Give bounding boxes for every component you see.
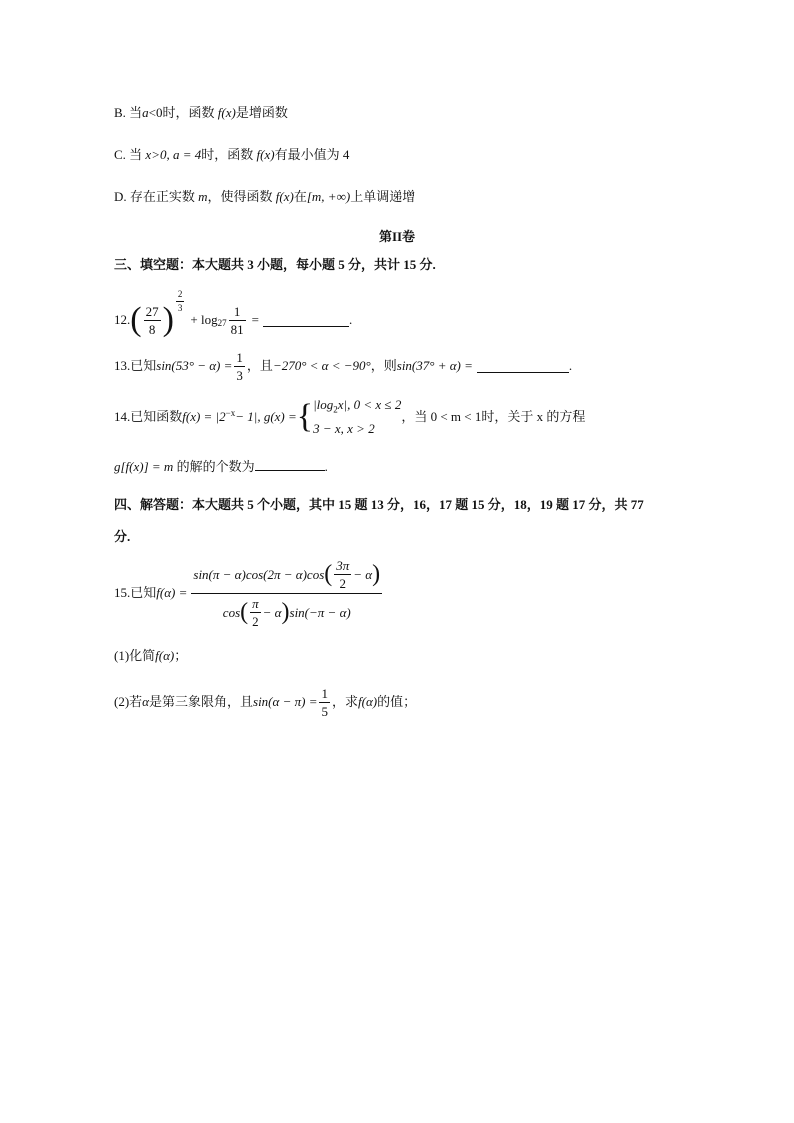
option-b-prefix: B. 当 [114, 105, 143, 120]
q12-exp-den: 3 [177, 303, 183, 313]
q15-num-part1: sin(π − α)cos(2π − α)cos [193, 566, 325, 582]
q15-sub1-label: (1)化简 [114, 648, 156, 663]
q15-den-lparen: ( [240, 599, 249, 625]
option-b-var: a [142, 105, 149, 120]
q12-equals: = [251, 312, 259, 327]
q12-fraction [144, 305, 161, 336]
q12-log-base: 27 [217, 318, 227, 328]
option-b-suffix: 是增函数 [235, 105, 288, 120]
q14-case1-tail: x|, 0 < x ≤ 2 [337, 396, 402, 412]
q15-sub2-frac-num: 1 [321, 685, 328, 701]
option-c [114, 146, 349, 164]
q15-sub2-frac-den: 5 [321, 703, 328, 719]
q15-numerator [191, 559, 382, 594]
option-c-mid: 时，函数 [201, 147, 254, 162]
q15-den-frac-den: 2 [252, 613, 259, 629]
q15-num-lparen: ( [324, 561, 333, 587]
section-2-title: 第II卷 [378, 229, 416, 244]
q14-line2-expr: g[f(x)] = m [114, 459, 174, 474]
option-d-suffix: 上单调递增 [350, 189, 416, 204]
option-d-prefix: D. 存在正实数 [114, 189, 195, 204]
q15-sub1 [114, 647, 187, 665]
q13-frac-num: 1 [236, 349, 243, 365]
option-b-fx: f(x) [217, 105, 236, 120]
option-c-fx: f(x) [256, 147, 275, 162]
q14-cases [313, 395, 401, 440]
option-d [114, 188, 415, 206]
section-4-header: 四、解答题：本大题共 5 个小题，其中 15 题 13 分，16，17 题 15 分，18，19 题 17 分，共 77 [114, 497, 644, 512]
question-14-line2 [114, 458, 328, 476]
q15-den-part1: cos [222, 604, 241, 620]
q14-case1 [313, 395, 401, 420]
section-4-header-cont: 分. [114, 529, 131, 544]
question-12 [114, 289, 353, 346]
q12-rparen: ) [162, 301, 174, 338]
q14-f-def: f(x) = |2 [182, 409, 226, 424]
q15-den-frac-num: π [252, 595, 259, 611]
q12-log-fraction [229, 305, 246, 336]
q15-sub2-ask: ，求 [331, 694, 358, 709]
q13-ask-pre: ，则 [370, 358, 397, 373]
q12-lparen: ( [130, 301, 142, 338]
q14-f-exp: −x [225, 408, 236, 418]
q13-cond-pre: ，且 [246, 358, 273, 373]
option-c-cond: x>0, a = 4 [145, 147, 202, 162]
q14-prefix: 14.已知函数 [114, 409, 183, 424]
q15-denominator [191, 594, 382, 628]
q12-frac-num: 27 [145, 303, 159, 319]
section-3-header: 三、填空题：本大题共 3 小题，每小题 5 分，共计 15 分. [114, 257, 436, 272]
option-d-mid2: 在 [293, 189, 307, 204]
q14-case1-base: 2 [333, 404, 338, 415]
q15-num-rparen: ) [372, 561, 381, 587]
q13-cond: −270° < α < −90° [272, 358, 371, 373]
q15-den-fraction [250, 597, 261, 628]
q15-num-frac-num: 3π [336, 557, 350, 573]
q14-case2: 3 − x, x > 2 [313, 421, 375, 437]
q15-den-tail: − α [262, 604, 282, 620]
q15-sub2-alpha: α [142, 694, 149, 709]
option-d-fx: f(x) [275, 189, 294, 204]
q13-answer-blank[interactable] [477, 360, 569, 373]
q15-sub2-end: 的值； [377, 694, 417, 709]
q12-answer-blank[interactable] [263, 314, 349, 327]
q14-line2-text: 的解的个数为 [176, 459, 255, 474]
q14-end: . [324, 459, 328, 474]
q15-den-rparen: ) [281, 599, 290, 625]
q12-log: + log [190, 312, 218, 327]
q14-brace: { [296, 398, 314, 435]
q15-sub2-mid: 是第三象限角，且 [149, 694, 254, 709]
q12-exp-num: 2 [176, 290, 185, 302]
option-b-cond: <0时，函数 [148, 105, 215, 120]
q15-sub2-pre: (2)若 [114, 694, 143, 709]
q14-f-tail: − 1|, g(x) = [235, 409, 297, 424]
q13-fraction [234, 351, 245, 382]
option-c-prefix: C. 当 [114, 147, 143, 162]
q12-number: 12. [114, 312, 131, 327]
q15-den-part2: sin(−π − α) [289, 604, 351, 620]
q15-main-fraction [191, 559, 382, 628]
option-d-mid1: ，使得函数 [207, 189, 273, 204]
q15-sub2-expr: sin(α − π) = [253, 694, 318, 709]
q15-sub2 [114, 682, 416, 722]
q12-log-frac-num: 1 [229, 305, 246, 321]
q13-expr2: sin(37° + α) = [396, 358, 473, 373]
question-14 [114, 394, 585, 440]
q15-sub1-end: ； [174, 648, 188, 663]
q15-sub2-fx: f(α) [358, 694, 378, 709]
q15-num-fraction [334, 559, 351, 590]
q12-frac-den: 8 [148, 321, 156, 337]
option-c-suffix: 有最小值为 4 [274, 147, 350, 162]
q14-suffix: ，当 0 < m < 1时，关于 x 的方程 [401, 409, 586, 424]
q12-log-frac-den: 81 [230, 321, 244, 337]
q12-end: . [348, 312, 353, 327]
option-d-m: m [198, 189, 208, 204]
q13-prefix: 13.已知 [114, 358, 157, 373]
question-15 [114, 556, 384, 630]
q14-case1-log: |log [313, 396, 334, 412]
option-d-interval: [m, +∞) [306, 189, 351, 204]
q13-frac-den: 3 [236, 367, 243, 383]
q13-expr1: sin(53° − α) = [156, 358, 233, 373]
q14-answer-blank[interactable] [255, 458, 325, 471]
q15-sub1-expr: f(α) [155, 648, 175, 663]
option-b [114, 104, 288, 122]
q12-exponent [176, 290, 185, 313]
q13-end: . [568, 358, 573, 373]
q15-num-frac-den: 2 [339, 575, 347, 591]
q15-prefix: 15.已知 [114, 585, 157, 600]
question-13 [114, 346, 572, 386]
q15-num-tail: − α [353, 566, 373, 582]
q15-lhs: f(α) = [156, 585, 188, 600]
q15-sub2-fraction [319, 687, 330, 718]
